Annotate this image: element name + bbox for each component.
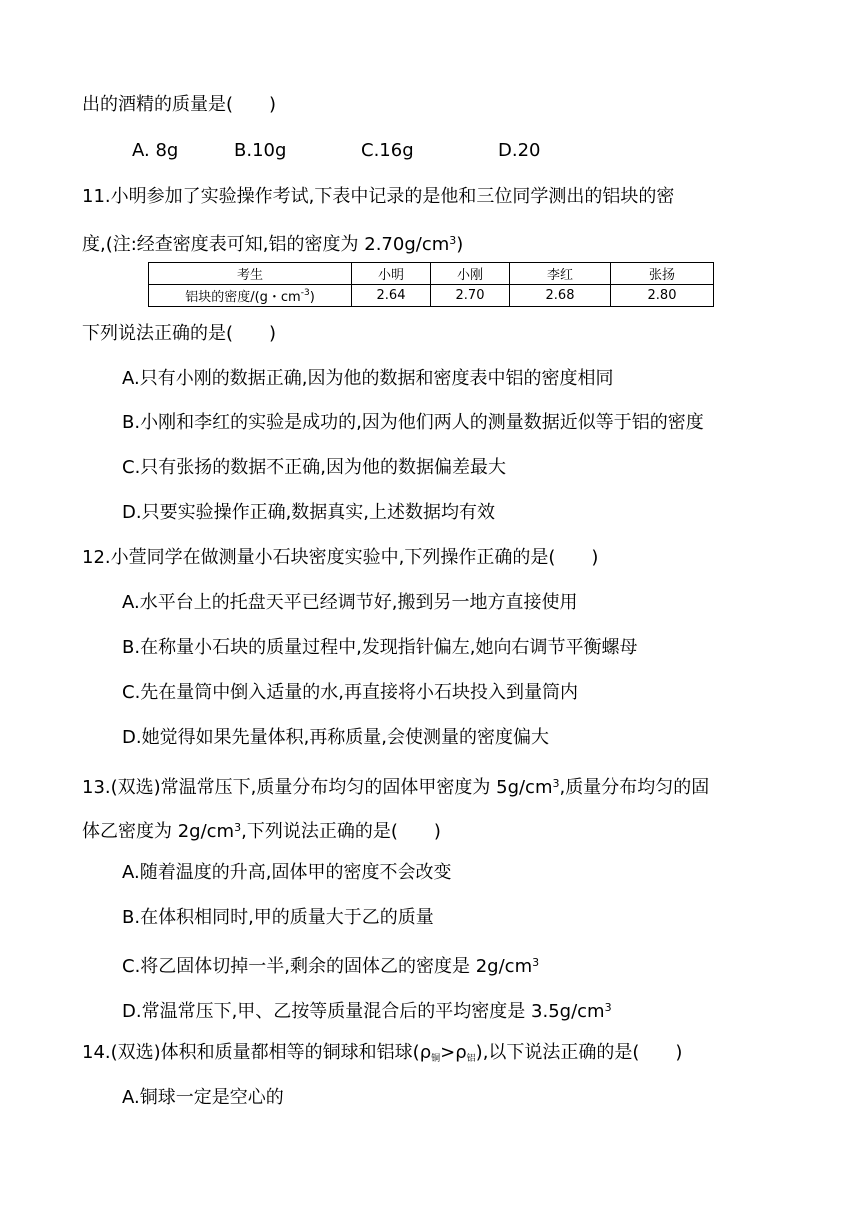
q13-option-a: A.随着温度的升高,固体甲的密度不会改变 — [122, 862, 452, 883]
q13-line1-text: 13.(双选)常温常压下,质量分布均匀的固体甲密度为 5g/cm — [82, 777, 553, 798]
q11-line2-close: ) — [456, 234, 464, 255]
q14-text-mid: >ρ — [440, 1042, 467, 1063]
table-label-sup: -3 — [300, 288, 310, 298]
table-cell: 2.68 — [510, 285, 611, 307]
table-cell: 小明 — [352, 263, 431, 285]
table-row-values — [149, 285, 714, 307]
q13-line1-sup: 3 — [552, 777, 560, 790]
q13-line2-text: 体乙密度为 2g/cm — [82, 821, 235, 842]
q12-option-b: B.在称量小石块的质量过程中,发现指针偏左,她向右调节平衡螺母 — [122, 637, 638, 658]
q11-stem-line2 — [82, 229, 463, 257]
q11-option-b: B.小刚和李红的实验是成功的,因为他们两人的测量数据近似等于铝的密度 — [122, 412, 704, 433]
q11-option-c: C.只有张扬的数据不正确,因为他的数据偏差最大 — [122, 457, 507, 478]
q14-sub-aluminum: 铝 — [466, 1054, 476, 1064]
q13-optd-sup: 3 — [604, 1001, 612, 1014]
density-table — [148, 262, 714, 307]
table-row-header — [149, 263, 714, 285]
q11-option-d: D.只要实验操作正确,数据真实,上述数据均有效 — [122, 502, 496, 523]
table-label-close: ) — [309, 290, 315, 305]
q13-option-c — [122, 951, 539, 979]
q14-stem — [82, 1041, 682, 1071]
q11-line2-sup: 3 — [449, 234, 457, 247]
q14-text-pre: 14.(双选)体积和质量都相等的铜球和铝球(ρ — [82, 1042, 432, 1063]
q11-question: 下列说法正确的是( ) — [82, 323, 277, 344]
q10-option-b: B.10g — [234, 140, 287, 161]
q13-line1-rest: ,质量分布均匀的固 — [559, 777, 710, 798]
q12-option-c: C.先在量筒中倒入适量的水,再直接将小石块投入到量筒内 — [122, 682, 579, 703]
table-label-text: 铝块的密度/(g・cm — [185, 290, 301, 305]
q10-tail-line: 出的酒精的质量是( ) — [82, 94, 277, 115]
table-cell-label — [149, 285, 352, 307]
q13-optd-text: D.常温常压下,甲、乙按等质量混合后的平均密度是 3.5g/cm — [122, 1001, 605, 1022]
table-cell: 2.64 — [352, 285, 431, 307]
q10-option-c: C.16g — [361, 140, 414, 161]
q14-option-a: A.铜球一定是空心的 — [122, 1087, 284, 1108]
table-cell-label: 考生 — [149, 263, 352, 285]
q10-option-d: D.20 — [498, 140, 541, 161]
q13-line2-sup: 3 — [234, 821, 242, 834]
table-cell: 张扬 — [611, 263, 714, 285]
q12-option-d: D.她觉得如果先量体积,再称质量,会使测量的密度偏大 — [122, 727, 550, 748]
q14-sub-copper: 铜 — [431, 1054, 441, 1064]
q13-option-d — [122, 996, 612, 1024]
table-cell: 李红 — [510, 263, 611, 285]
q13-option-b: B.在体积相同时,甲的质量大于乙的质量 — [122, 907, 434, 928]
table-cell: 2.70 — [431, 285, 510, 307]
table-cell: 2.80 — [611, 285, 714, 307]
q11-stem-line1: 11.小明参加了实验操作考试,下表中记录的是他和三位同学测出的铝块的密 — [82, 186, 675, 207]
q10-option-a: A. 8g — [132, 140, 179, 161]
q13-stem-line2 — [82, 816, 441, 844]
q13-stem-line1 — [82, 772, 709, 800]
q11-line2-text: 度,(注:经查密度表可知,铝的密度为 2.70g/cm — [82, 234, 450, 255]
q13-line2-rest: ,下列说法正确的是( ) — [241, 821, 441, 842]
q13-optc-text: C.将乙固体切掉一半,剩余的固体乙的密度是 2g/cm — [122, 956, 533, 977]
table-cell: 小刚 — [431, 263, 510, 285]
q13-optc-sup: 3 — [532, 956, 540, 969]
q11-option-a: A.只有小刚的数据正确,因为他的数据和密度表中铝的密度相同 — [122, 368, 614, 389]
q12-option-a: A.水平台上的托盘天平已经调节好,搬到另一地方直接使用 — [122, 592, 578, 613]
q12-stem: 12.小萱同学在做测量小石块密度实验中,下列操作正确的是( ) — [82, 547, 599, 568]
q14-text-post: ),以下说法正确的是( ) — [475, 1042, 683, 1063]
